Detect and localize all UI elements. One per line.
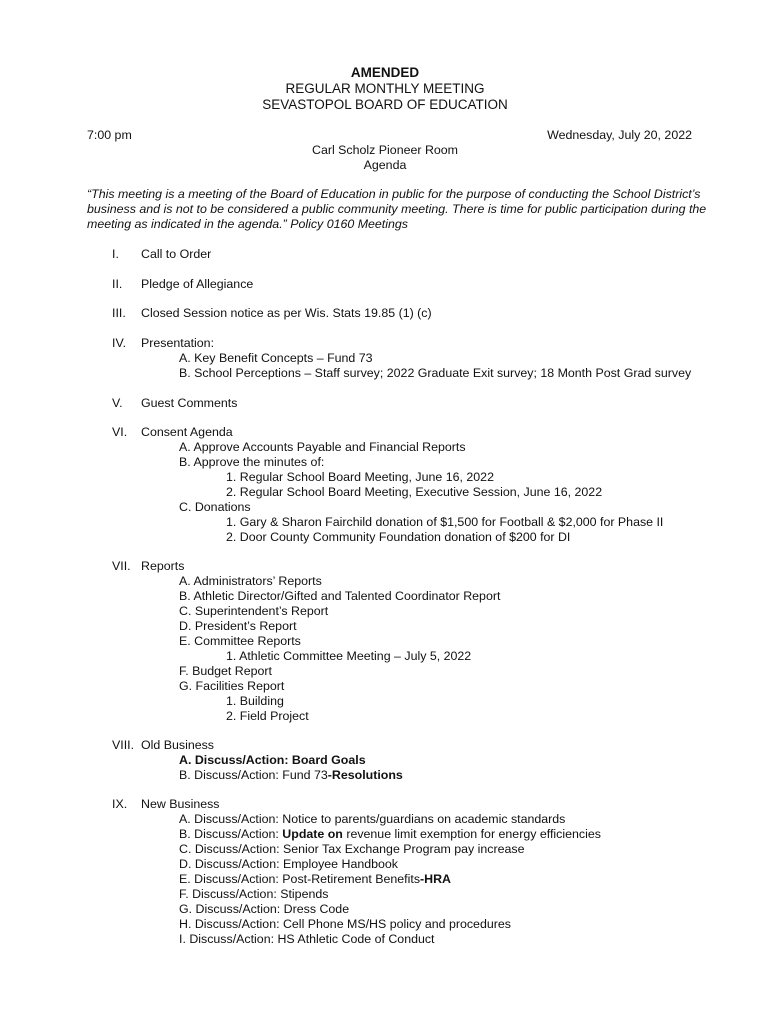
item-emphasis: Update on xyxy=(282,827,343,841)
agenda-item: B. Approve the minutes of: xyxy=(179,455,325,469)
item-text: revenue limit exemption for energy efficiencies xyxy=(342,827,601,841)
meeting-time: 7:00 pm xyxy=(87,128,132,142)
policy-quote: “This meeting is a meeting of the Board of Education in public for the purpose of conducting the School District’s business and is not to be considered a public community meeting. There is time for public participation during the meeting as indicated in the agenda.” Policy 0160 Meetings xyxy=(87,187,707,231)
agenda-subitem: 1. Regular School Board Meeting, June 16, 2022 xyxy=(226,470,494,484)
agenda-subitem: 1. Gary & Sharon Fairchild donation of $1,500 for Football & $2,000 for Phase II xyxy=(226,515,664,529)
agenda-item: D. Discuss/Action: Employee Handbook xyxy=(179,857,399,871)
agenda-item xyxy=(87,872,727,887)
agenda-item: G. Facilities Report xyxy=(179,679,285,693)
section-new-business xyxy=(87,797,727,947)
section-title: New Business xyxy=(141,797,220,811)
agenda-item: C. Donations xyxy=(179,500,251,514)
section-numeral: II. xyxy=(112,277,123,291)
item-text: B. Discuss/Action: xyxy=(179,827,283,841)
meeting-location xyxy=(0,143,770,173)
agenda-item: I. Discuss/Action: HS Athletic Code of Conduct xyxy=(179,932,435,946)
section-presentation xyxy=(87,336,727,381)
section-pledge xyxy=(87,277,727,292)
agenda-item: A. Key Benefit Concepts – Fund 73 xyxy=(179,351,373,365)
section-title: Call to Order xyxy=(141,247,212,261)
section-call-to-order xyxy=(87,247,727,262)
agenda-subitem: 2. Door County Community Foundation donation of $200 for DI xyxy=(226,530,571,544)
agenda-subitem: 2. Field Project xyxy=(226,709,309,723)
section-reports xyxy=(87,559,727,724)
item-text: B. Discuss/Action: Fund 73 xyxy=(179,768,328,782)
section-title: Closed Session notice as per Wis. Stats 19.85 (1) (c) xyxy=(141,306,432,320)
item-text: E. Discuss/Action: Post-Retirement Benefits xyxy=(179,872,421,886)
item-emphasis: -Resolutions xyxy=(327,768,403,782)
agenda-item: H. Discuss/Action: Cell Phone MS/HS policy and procedures xyxy=(179,917,511,931)
room-name: Carl Scholz Pioneer Room xyxy=(312,143,458,157)
section-numeral: VIII. xyxy=(112,738,135,752)
agenda-item: D. President’s Report xyxy=(179,619,297,633)
agenda-item: A. Administrators’ Reports xyxy=(179,574,322,588)
meeting-date: Wednesday, July 20, 2022 xyxy=(547,128,692,142)
agenda-item: F. Discuss/Action: Stipends xyxy=(179,887,329,901)
agenda-subitem: 1. Athletic Committee Meeting – July 5, 2022 xyxy=(226,649,472,663)
amended-label: AMENDED xyxy=(350,65,420,80)
section-numeral: IX. xyxy=(112,797,128,811)
agenda-item: A. Approve Accounts Payable and Financial Reports xyxy=(179,440,466,454)
section-title: Guest Comments xyxy=(141,396,238,410)
section-guest-comments xyxy=(87,396,727,411)
agenda-item: B. Athletic Director/Gifted and Talented Coordinator Report xyxy=(179,589,501,603)
section-numeral: VII. xyxy=(112,559,131,573)
section-numeral: III. xyxy=(112,306,126,320)
agenda-item: C. Superintendent’s Report xyxy=(179,604,329,618)
agenda-label: Agenda xyxy=(363,158,407,172)
section-old-business xyxy=(87,738,727,783)
section-title: Pledge of Allegiance xyxy=(141,277,254,291)
agenda-item xyxy=(87,827,727,842)
item-emphasis: -HRA xyxy=(420,872,452,886)
agenda-item: F. Budget Report xyxy=(179,664,272,678)
meeting-meta xyxy=(87,128,692,144)
section-numeral: V. xyxy=(112,396,123,410)
section-closed-session xyxy=(87,306,727,321)
section-title: Consent Agenda xyxy=(141,425,233,439)
agenda-item: C. Discuss/Action: Senior Tax Exchange Program pay increase xyxy=(179,842,525,856)
section-numeral: I. xyxy=(112,247,119,261)
board-name: SEVASTOPOL BOARD OF EDUCATION xyxy=(262,97,508,112)
agenda-item: A. Discuss/Action: Notice to parents/guardians on academic standards xyxy=(179,812,566,826)
agenda-subitem: 2. Regular School Board Meeting, Executive Session, June 16, 2022 xyxy=(226,485,603,499)
section-consent-agenda xyxy=(87,425,727,545)
agenda-item: A. Discuss/Action: Board Goals xyxy=(179,753,366,767)
section-title: Reports xyxy=(141,559,185,573)
agenda-item: B. School Perceptions – Staff survey; 2022 Graduate Exit survey; 18 Month Post Grad survey xyxy=(179,366,692,380)
agenda-item: E. Committee Reports xyxy=(179,634,301,648)
section-numeral: IV. xyxy=(112,336,127,350)
meeting-title: REGULAR MONTHLY MEETING xyxy=(285,81,485,96)
document-header xyxy=(0,65,770,113)
section-title: Old Business xyxy=(141,738,215,752)
agenda-subitem: 1. Building xyxy=(226,694,284,708)
agenda-item xyxy=(87,768,727,783)
section-title: Presentation: xyxy=(141,336,215,350)
section-numeral: VI. xyxy=(112,425,128,439)
agenda-item: G. Discuss/Action: Dress Code xyxy=(179,902,350,916)
